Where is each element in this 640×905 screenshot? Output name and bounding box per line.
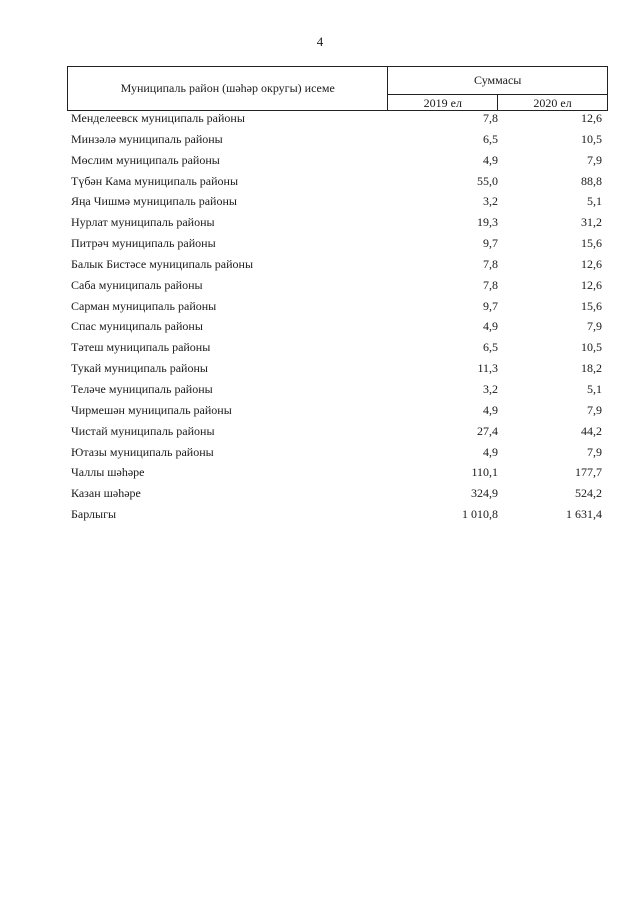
row-value-2020: 12,6 bbox=[581, 256, 602, 271]
table-row bbox=[67, 275, 608, 296]
table-row bbox=[67, 129, 608, 150]
row-value-2019: 27,4 bbox=[477, 423, 498, 438]
row-name: Саба муниципаль районы bbox=[71, 277, 203, 292]
row-value-2020: 88,8 bbox=[581, 173, 602, 188]
row-value-2020: 15,6 bbox=[581, 298, 602, 313]
row-value-2019: 7,8 bbox=[483, 256, 498, 271]
row-name: Менделеевск муниципаль районы bbox=[71, 111, 245, 125]
row-value-2020: 524,2 bbox=[575, 486, 602, 501]
row-value-2019: 19,3 bbox=[477, 215, 498, 230]
table-body bbox=[67, 108, 608, 525]
table-row bbox=[67, 462, 608, 483]
table-row bbox=[67, 400, 608, 421]
row-name: Балык Бистәсе муниципаль районы bbox=[71, 256, 254, 271]
row-name: Түбән Кама муниципаль районы bbox=[71, 173, 239, 188]
row-value-2020: 7,9 bbox=[587, 319, 602, 334]
row-value-2020: 12,6 bbox=[581, 111, 602, 125]
row-value-2019: 4,9 bbox=[483, 152, 498, 167]
header-year-2019: 2019 ел bbox=[388, 95, 498, 111]
row-value-2019: 3,2 bbox=[483, 381, 498, 396]
row-value-2020: 7,9 bbox=[587, 402, 602, 417]
row-name: Нурлат муниципаль районы bbox=[71, 215, 215, 230]
row-value-2020: 7,9 bbox=[587, 152, 602, 167]
row-value-2019: 4,9 bbox=[483, 319, 498, 334]
row-value-2020: 5,1 bbox=[587, 194, 602, 209]
row-value-2019: 1 010,8 bbox=[462, 507, 498, 522]
row-name: Чаллы шәһәре bbox=[71, 465, 145, 480]
row-value-2020: 10,5 bbox=[581, 131, 602, 146]
row-value-2019: 7,8 bbox=[483, 111, 498, 125]
row-value-2020: 5,1 bbox=[587, 381, 602, 396]
table-row bbox=[67, 296, 608, 317]
row-name: Чирмешән муниципаль районы bbox=[71, 402, 232, 417]
table-row bbox=[67, 233, 608, 254]
page-number: 4 bbox=[316, 34, 324, 49]
row-value-2020: 44,2 bbox=[581, 423, 602, 438]
table-header bbox=[67, 66, 608, 111]
table-row bbox=[67, 379, 608, 400]
row-name: Яңа Чишмә муниципаль районы bbox=[71, 194, 237, 209]
table-row bbox=[67, 191, 608, 212]
row-value-2020: 177,7 bbox=[575, 465, 602, 480]
table-row bbox=[67, 358, 608, 379]
row-name: Ютазы муниципаль районы bbox=[71, 444, 214, 459]
header-name-column: Муниципаль район (шәһәр округы) исеме bbox=[68, 67, 388, 111]
row-value-2020: 18,2 bbox=[581, 361, 602, 376]
row-name: Минзәлә муниципаль районы bbox=[71, 131, 223, 146]
row-value-2020: 1 631,4 bbox=[566, 507, 602, 522]
row-value-2019: 55,0 bbox=[477, 173, 498, 188]
header-sum-column: Суммасы bbox=[388, 67, 608, 95]
row-value-2019: 4,9 bbox=[483, 444, 498, 459]
table-row bbox=[67, 483, 608, 504]
row-value-2019: 3,2 bbox=[483, 194, 498, 209]
row-value-2019: 6,5 bbox=[483, 340, 498, 355]
table-row bbox=[67, 442, 608, 463]
row-value-2019: 9,7 bbox=[483, 236, 498, 251]
row-name: Чистай муниципаль районы bbox=[71, 423, 215, 438]
row-name: Сарман муниципаль районы bbox=[71, 298, 217, 313]
table-row bbox=[67, 212, 608, 233]
table-row bbox=[67, 254, 608, 275]
row-value-2020: 12,6 bbox=[581, 277, 602, 292]
table-row bbox=[67, 316, 608, 337]
row-value-2019: 7,8 bbox=[483, 277, 498, 292]
row-value-2020: 15,6 bbox=[581, 236, 602, 251]
row-value-2020: 31,2 bbox=[581, 215, 602, 230]
header-year-2020: 2020 ел bbox=[498, 95, 608, 111]
row-name: Тәтеш муниципаль районы bbox=[71, 340, 211, 355]
table-row bbox=[67, 421, 608, 442]
row-value-2019: 11,3 bbox=[477, 361, 498, 376]
row-name: Барлыгы bbox=[71, 507, 117, 522]
row-value-2019: 110,1 bbox=[471, 465, 498, 480]
row-value-2020: 7,9 bbox=[587, 444, 602, 459]
row-value-2020: 10,5 bbox=[581, 340, 602, 355]
row-name: Теләче муниципаль районы bbox=[71, 381, 213, 396]
row-value-2019: 324,9 bbox=[471, 486, 498, 501]
table-row bbox=[67, 108, 608, 129]
row-name: Спас муниципаль районы bbox=[71, 319, 203, 334]
row-value-2019: 6,5 bbox=[483, 131, 498, 146]
table-row bbox=[67, 150, 608, 171]
row-name: Казан шәһәре bbox=[71, 486, 141, 501]
table-row bbox=[67, 337, 608, 358]
table-row bbox=[67, 504, 608, 525]
row-name: Мөслим муниципаль районы bbox=[71, 152, 220, 167]
row-name: Питрәч муниципаль районы bbox=[71, 236, 216, 251]
table-row bbox=[67, 171, 608, 192]
row-value-2019: 9,7 bbox=[483, 298, 498, 313]
row-name: Тукай муниципаль районы bbox=[71, 361, 208, 376]
row-value-2019: 4,9 bbox=[483, 402, 498, 417]
